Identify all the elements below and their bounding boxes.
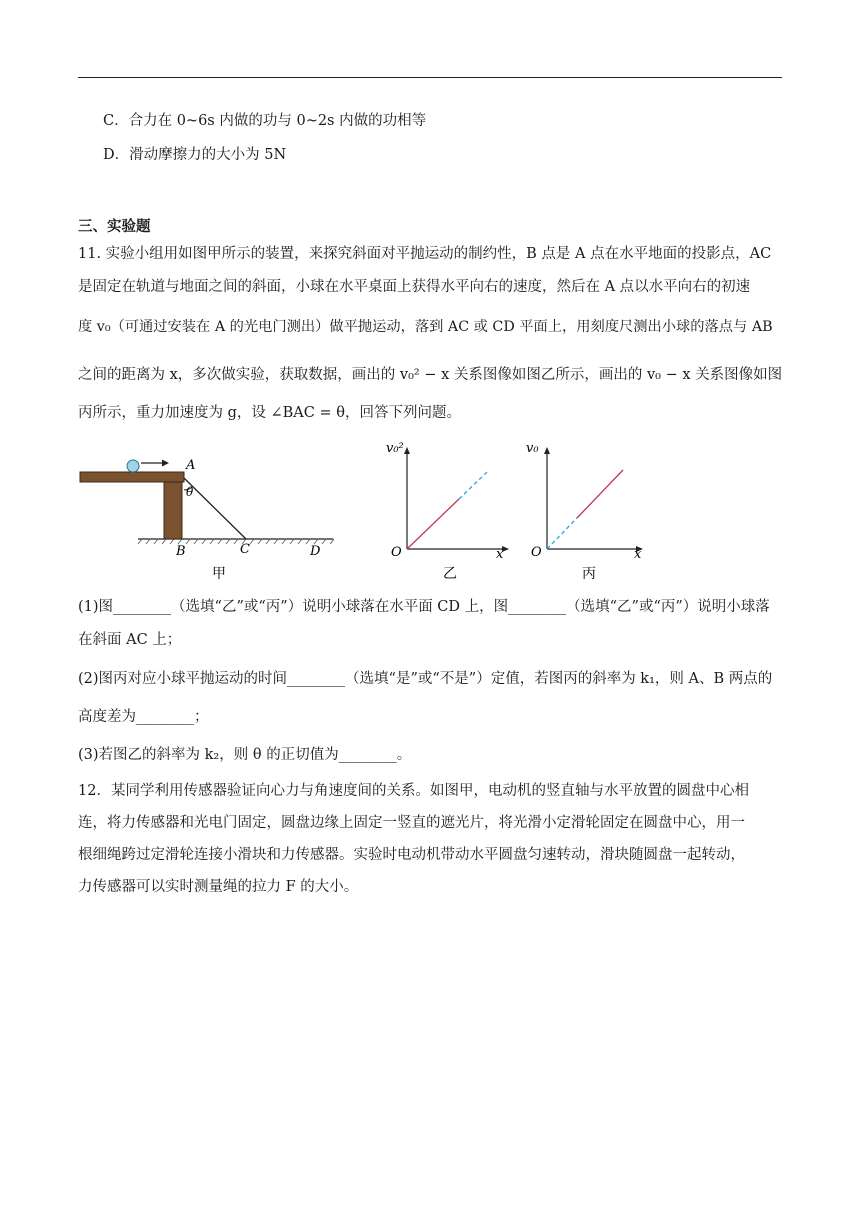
bing-solid-line [577,470,623,518]
q11-sub-2: (2)图丙对应小球平抛运动的时间________（选填“是”或“不是”）定值，若图丙的斜率为 k₁，则 A、B 两点的 [78,671,773,687]
yi-dashed-line [459,472,487,499]
yi-origin: O [391,545,402,560]
q11-line-4: 之间的距离为 x，多次做实验，获取数据，画出的 v₀² − x 关系图像如图乙所示，画出的 v₀ − x 关系图像如图 [78,367,783,383]
label-d: D [310,544,321,559]
q11-sub-1: (1)图________（选填“乙”或“丙”）说明小球落在水平面 CD 上，图________（选填“乙”或“丙”）说明小球落 [78,599,770,615]
bing-dashed-line [547,518,577,549]
option-d: D．滑动摩擦力的大小为 5N [103,147,287,163]
q12-line-1: 12．某同学利用传感器验证向心力与角速度间的关系。如图甲，电动机的竖直轴与水平放置的圆盘中心相 [78,783,749,799]
q11-line-1: 11. 实验小组用如图甲所示的装置，来探究斜面对平抛运动的制约性，B 点是 A 点在水平地面的投影点，AC [78,246,772,262]
yi-ylabel: v₀² [386,441,404,456]
q12-line-3: 根细绳跨过定滑轮连接小滑块和力传感器。实验时电动机带动水平圆盘匀速转动，滑块随圆盘一起转动， [78,847,745,863]
option-c: C．合力在 0~6s 内做的功与 0~2s 内做的功相等 [103,113,427,129]
q12-line-4: 力传感器可以实时测量绳的拉力 F 的大小。 [78,879,359,895]
label-c: C [240,542,250,557]
q12-line-2: 连，将力传感器和光电门固定，圆盘边缘上固定一竖直的遮光片，将光滑小定滑轮固定在圆盘中心，用一 [78,815,745,831]
bing-xlabel: x [634,547,642,562]
q11-sub-2b: 高度差为________； [78,709,209,725]
label-a: A [186,458,196,473]
figure-jia [80,458,334,582]
figure-yi [386,441,509,582]
q11-sub-1b: 在斜面 AC 上； [78,632,182,648]
yi-xlabel: x [496,547,504,562]
header-rule [78,77,782,78]
caption-jia: 甲 [212,566,226,582]
caption-bing: 丙 [582,566,596,582]
q11-line-3: 度 v₀（可通过安装在 A 的光电门测出）做平抛运动，落到 AC 或 CD 平面上，用刻度尺测出小球的落点与 AB [78,319,773,335]
label-b: B [176,544,186,559]
bing-ylabel: v₀ [526,441,539,456]
caption-yi: 乙 [443,566,457,582]
figures [78,432,782,592]
label-theta: θ [186,485,194,499]
q11-line-5: 丙所示，重力加速度为 g，设 ∠BAC = θ，回答下列问题。 [78,405,461,421]
yi-solid-line [407,499,459,549]
figure-bing [526,441,643,582]
q11-sub-3: (3)若图乙的斜率为 k₂，则 θ 的正切值为________。 [78,747,412,763]
bing-origin: O [531,545,542,560]
section-title: 三、实验题 [78,219,151,235]
q11-line-2: 是固定在轨道与地面之间的斜面，小球在水平桌面上获得水平向右的速度，然后在 A 点以水平向右的初速 [78,279,751,295]
